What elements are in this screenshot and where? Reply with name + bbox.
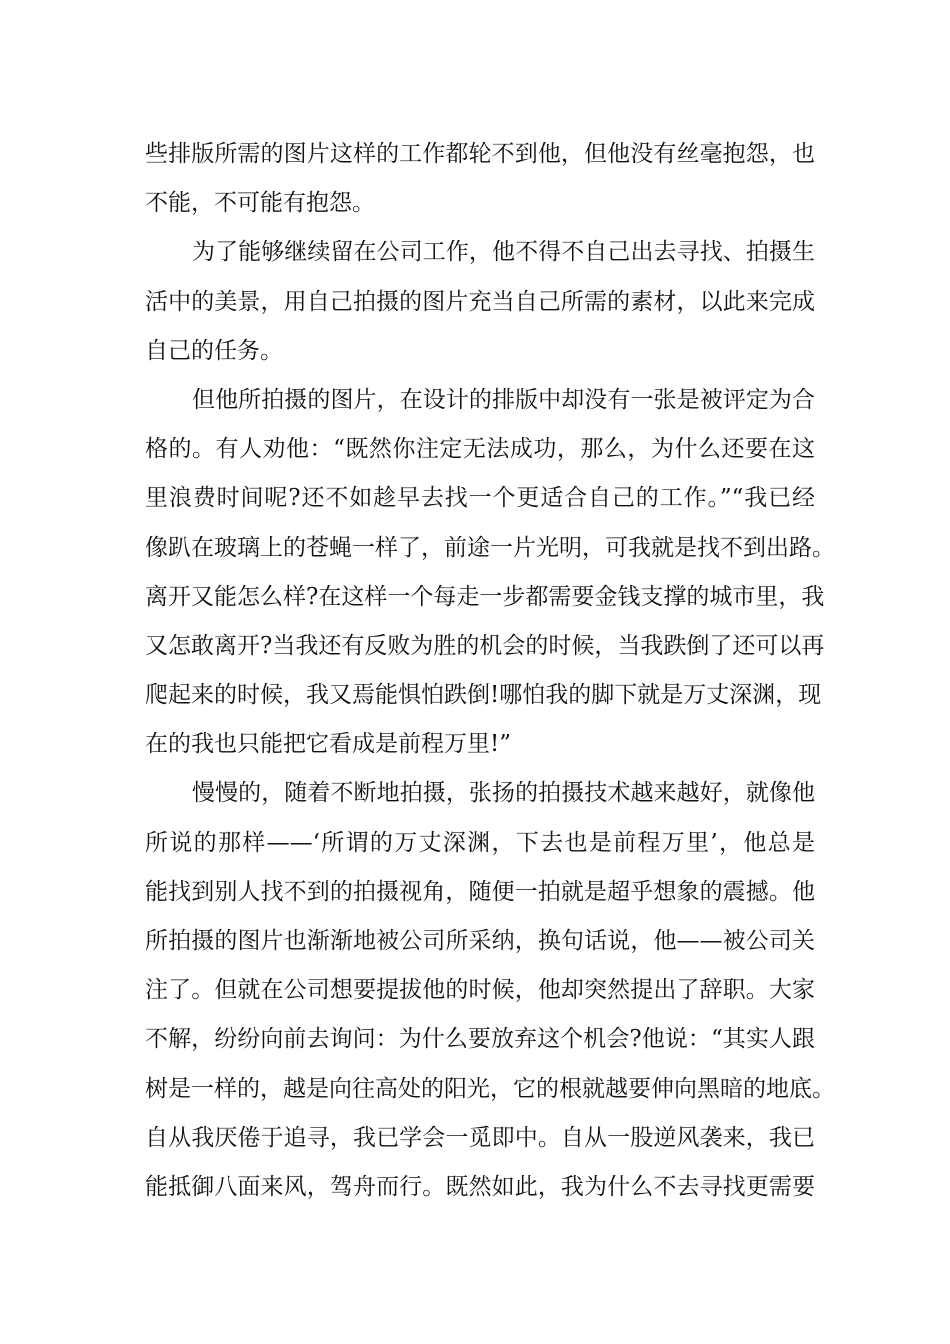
text-line: 在的我也只能把它看成是前程万里!” xyxy=(145,731,512,758)
text-line: 能抵御八面来风，驾舟而行。既然如此，我为什么不去寻找更需要 xyxy=(145,1173,815,1200)
paragraph-2 xyxy=(145,228,815,376)
text-line: 能找到别人找不到的拍摄视角，随便一拍就是超乎想象的震撼。他 xyxy=(145,878,815,905)
text-line: 又怎敢离开?当我还有反败为胜的机会的时候，当我跌倒了还可以再 xyxy=(145,632,825,659)
text-line: 活中的美景，用自己拍摄的图片充当自己所需的素材，以此来完成 xyxy=(145,288,815,315)
text-line: 树是一样的，越是向往高处的阳光，它的根就越要伸向黑暗的地底。 xyxy=(145,1075,835,1102)
text-line: 所说的那样——‘所谓的万丈深渊，下去也是前程万里’，他总是 xyxy=(145,829,815,856)
text-line: 慢慢的，随着不断地拍摄，张扬的拍摄技术越来越好，就像他 xyxy=(192,780,815,807)
paragraph-3 xyxy=(145,376,835,770)
body-text xyxy=(145,130,835,1212)
text-line: 离开又能怎么样?在这样一个每走一步都需要金钱支撑的城市里，我 xyxy=(145,583,825,610)
text-line: 所拍摄的图片也渐渐地被公司所采纳，换句话说，他——被公司关 xyxy=(145,928,815,954)
text-line: 自己的任务。 xyxy=(145,337,283,364)
paragraph-4 xyxy=(145,769,835,1212)
text-line: 自从我厌倦于追寻，我已学会一觅即中。自从一股逆风袭来，我已 xyxy=(145,1124,815,1151)
paragraph-1 xyxy=(145,130,815,228)
text-line: 不能，不可能有抱怨。 xyxy=(145,190,375,217)
text-line: 像趴在玻璃上的苍蝇一样了，前途一片光明，可我就是找不到出路。 xyxy=(145,534,835,561)
text-line: 注了。但就在公司想要提拔他的时候，他却突然提出了辞职。大家 xyxy=(145,977,815,1004)
text-line: 爬起来的时候，我又焉能惧怕跌倒!哪怕我的脚下就是万丈深渊，现 xyxy=(145,682,822,709)
text-line: 些排版所需的图片这样的工作都轮不到他，但他没有丝毫抱怨，也 xyxy=(145,141,815,167)
text-line: 里浪费时间呢?还不如趁早去找一个更适合自己的工作。”“我已经 xyxy=(145,485,815,512)
text-line: 不解，纷纷向前去询问：为什么要放弃这个机会?他说：“其实人跟 xyxy=(145,1026,815,1053)
text-line: 格的。有人劝他：“既然你注定无法成功，那么，为什么还要在这 xyxy=(145,436,815,463)
text-line: 但他所拍摄的图片，在设计的排版中却没有一张是被评定为合 xyxy=(192,386,815,413)
text-line: 为了能够继续留在公司工作，他不得不自己出去寻找、拍摄生 xyxy=(192,239,815,266)
